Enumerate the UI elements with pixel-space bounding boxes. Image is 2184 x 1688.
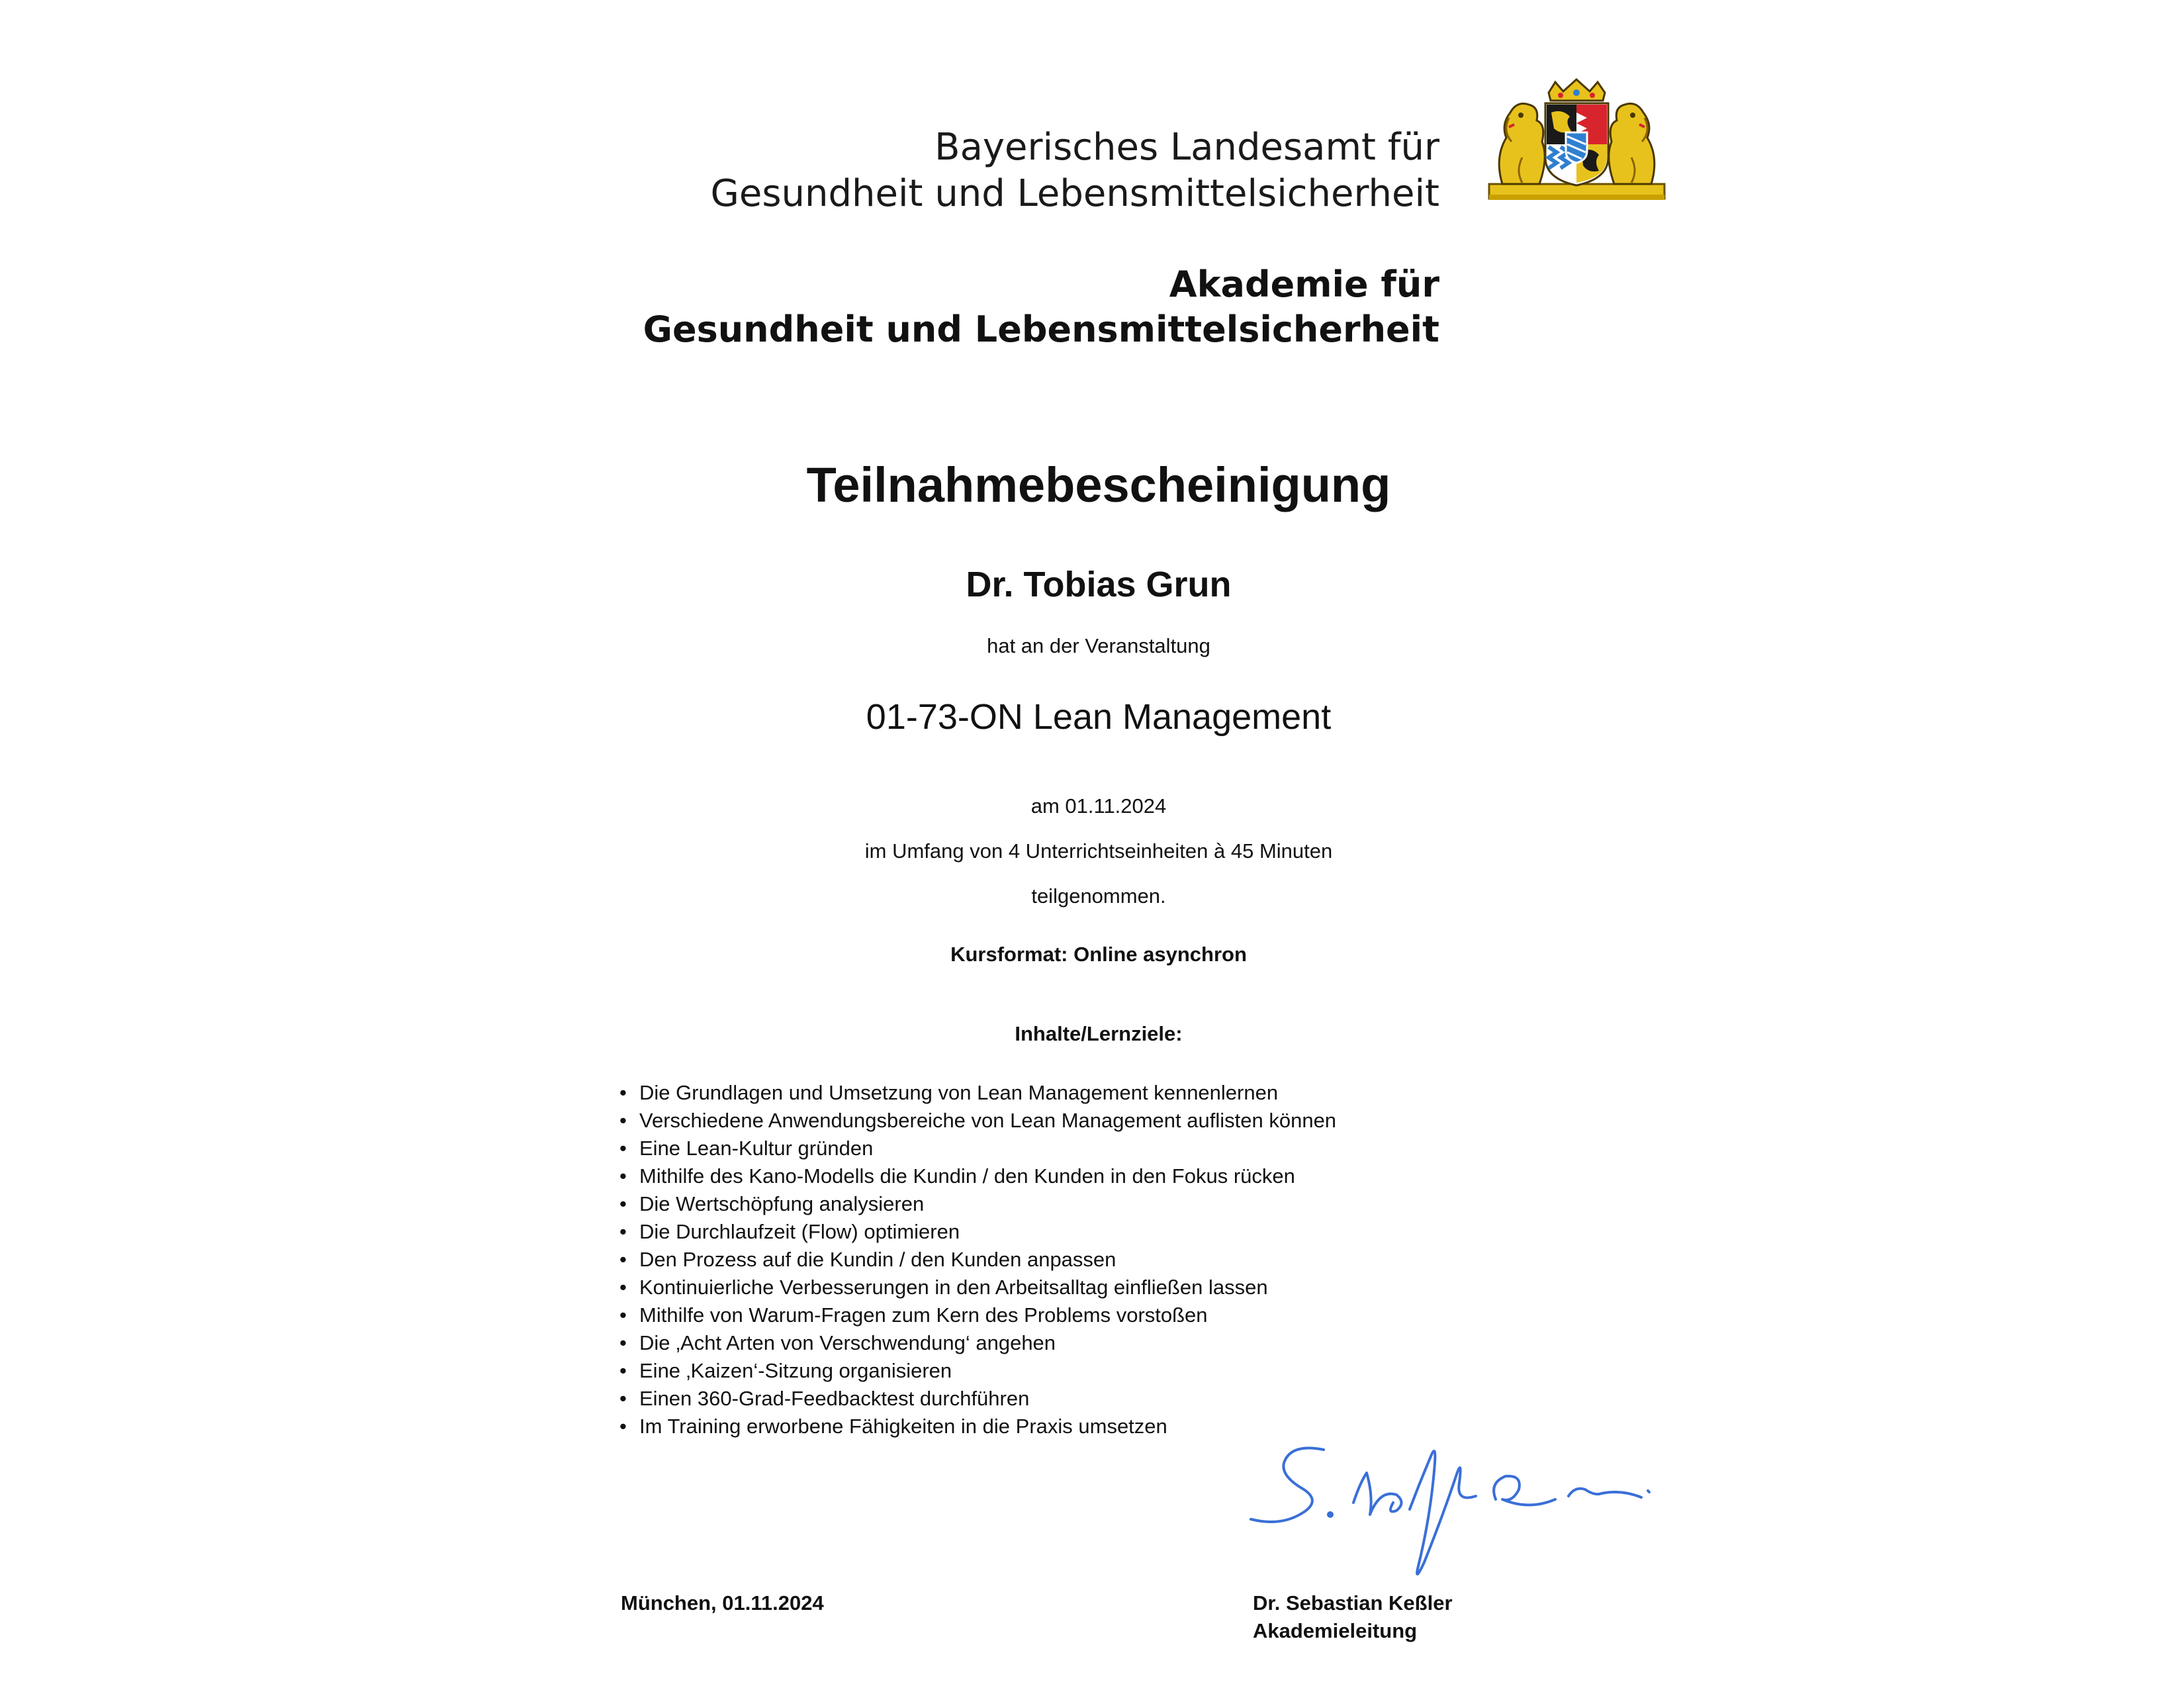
handwritten-signature-icon	[1244, 1436, 1668, 1595]
place-and-date: München, 01.11.2024	[621, 1591, 824, 1615]
list-item: • Die Wertschöpfung analysieren	[619, 1190, 1745, 1218]
event-scope: im Umfang von 4 Unterrichtseinheiten à 45 Minuten	[864, 839, 1333, 863]
academy-name-line2: Gesundheit und Lebensmittelsicherheit	[643, 308, 1439, 350]
signatory-role: Akademieleitung	[1253, 1619, 1418, 1642]
list-item: • Mithilfe von Warum-Fragen zum Kern des Problems vorstoßen	[619, 1301, 1745, 1329]
list-item: • Im Training erworbene Fähigkeiten in die Praxis umsetzen	[619, 1413, 1745, 1440]
list-item: • Den Prozess auf die Kundin / den Kunden anpassen	[619, 1246, 1745, 1274]
list-item: • Kontinuierliche Verbesserungen in den Arbeitsalltag einfließen lassen	[619, 1274, 1745, 1301]
list-item: • Mithilfe des Kano-Modells die Kundin / den Kunden in den Fokus rücken	[619, 1162, 1745, 1190]
closing-text: teilgenommen.	[1031, 884, 1166, 908]
event-title: 01-73-ON Lean Management	[866, 697, 1332, 737]
participant-name: Dr. Tobias Grun	[966, 565, 1232, 604]
bavarian-coat-of-arms-icon	[1482, 78, 1671, 204]
list-item: • Einen 360-Grad-Feedbacktest durchführen	[619, 1385, 1745, 1413]
agency-name-line2: Gesundheit und Lebensmittelsicherheit	[710, 172, 1439, 215]
list-item: • Die ‚Acht Arten von Verschwendung‘ angehen	[619, 1329, 1745, 1357]
event-date: am 01.11.2024	[1030, 794, 1167, 818]
list-item: • Die Durchlaufzeit (Flow) optimieren	[619, 1218, 1745, 1246]
learning-objectives-list	[619, 1079, 1745, 1440]
contents-heading: Inhalte/Lernziele:	[1015, 1022, 1183, 1045]
list-item: • Die Grundlagen und Umsetzung von Lean Management kennenlernen	[619, 1079, 1745, 1107]
course-format: Kursformat: Online asynchron	[950, 943, 1247, 966]
academy-name-line1: Akademie für	[1169, 263, 1439, 305]
agency-name-line1: Bayerisches Landesamt für	[934, 126, 1439, 169]
intro-text: hat an der Veranstaltung	[987, 634, 1210, 657]
signatory-name: Dr. Sebastian Keßler	[1253, 1591, 1453, 1615]
list-item: • Verschiedene Anwendungsbereiche von Lean Management auflisten können	[619, 1107, 1745, 1135]
list-item: • Eine ‚Kaizen‘-Sitzung organisieren	[619, 1357, 1745, 1385]
certificate-title: Teilnahmebescheinigung	[806, 457, 1391, 512]
list-item: • Eine Lean-Kultur gründen	[619, 1135, 1745, 1162]
